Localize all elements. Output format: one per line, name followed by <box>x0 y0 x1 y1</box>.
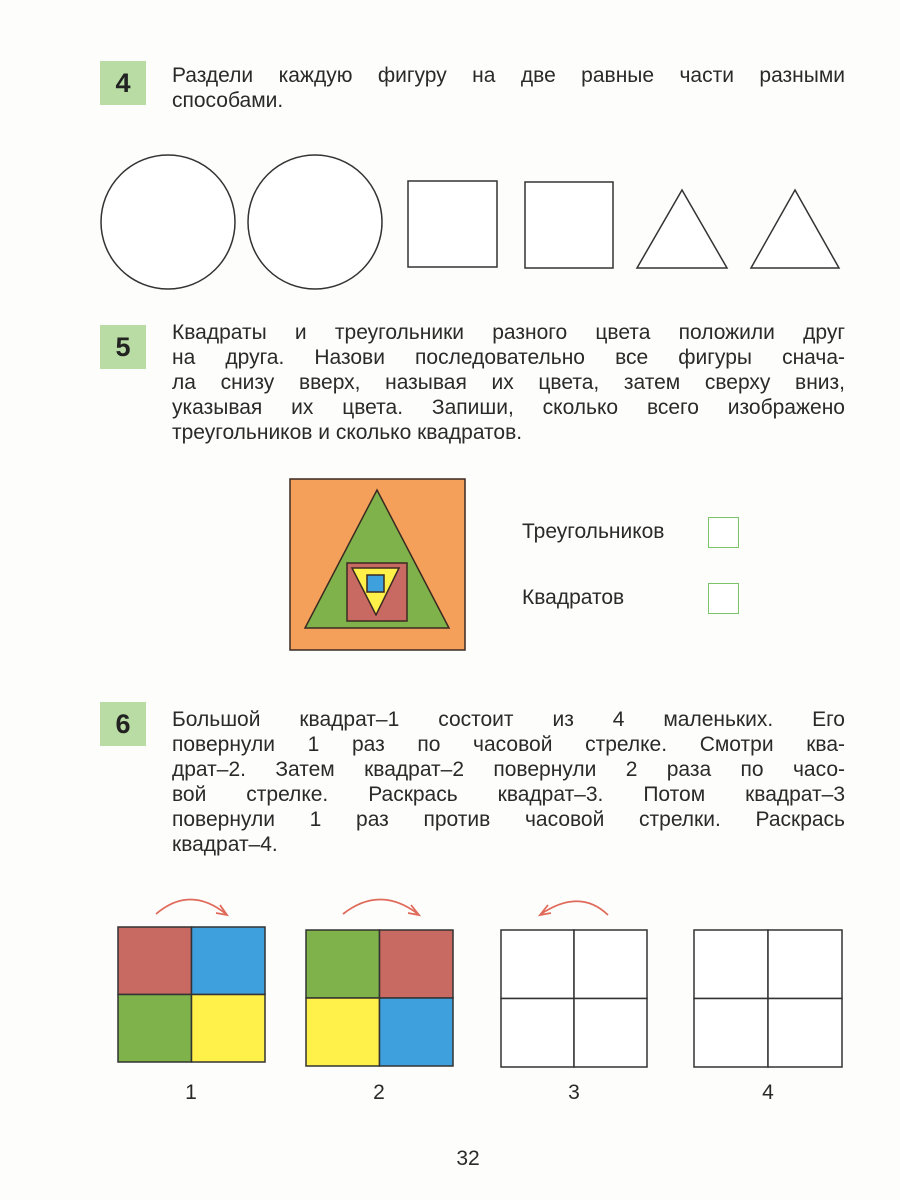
square-label-2: 2 <box>373 1081 385 1104</box>
text-line: ла снизу вверх, называя их цвета, затем сверху вниз, <box>172 371 845 394</box>
squares-answer-box[interactable] <box>708 583 739 614</box>
text-line: вой стрелке. Раскрась квадрат–3. Потом квадрат–3 <box>172 783 845 806</box>
page-number: 32 <box>456 1147 480 1170</box>
text-line: Большой квадрат–1 состоит из 4 маленьких. Его <box>172 708 845 731</box>
square-shape <box>408 181 497 267</box>
text-line: квадрат–4. <box>172 833 278 856</box>
square-4-cell[interactable] <box>768 930 842 999</box>
blue-square <box>367 575 384 592</box>
task-5-badge: 5 <box>100 325 146 369</box>
square-3-cell[interactable] <box>574 930 647 999</box>
square-3-cell[interactable] <box>501 999 574 1068</box>
text-line: на друга. Назови последовательно все фигуры снача- <box>172 346 845 369</box>
triangle-shape <box>637 190 727 268</box>
nested-shapes-figure <box>290 479 465 650</box>
text-line: Квадраты и треугольники разного цвета положили друг <box>172 321 845 344</box>
square-4-cell[interactable] <box>768 999 842 1068</box>
square-2-cell <box>380 998 454 1066</box>
triangle-shape <box>751 190 839 268</box>
text-line: Раздели каждую фигуру на две равные части разными <box>172 64 845 87</box>
triangles-answer-box[interactable] <box>708 517 739 548</box>
text-line: указывая их цвета. Запиши, сколько всего изображено <box>172 396 845 419</box>
square-1-cell <box>118 995 192 1063</box>
triangles-label: Треугольников <box>522 520 665 543</box>
arrowhead-icon <box>540 905 551 915</box>
task-4-badge: 4 <box>100 61 146 105</box>
counterclockwise-arrow-icon <box>541 901 608 915</box>
square-1-cell <box>118 927 192 995</box>
circle-shape <box>248 155 382 289</box>
text-line: способами. <box>172 89 284 112</box>
square-3-cell[interactable] <box>574 999 647 1068</box>
square-1-cell <box>192 995 266 1063</box>
square-label-4: 4 <box>762 1081 774 1104</box>
clockwise-arrow-icon <box>156 900 226 915</box>
square-4-cell[interactable] <box>694 930 768 999</box>
square-2-cell <box>306 930 380 998</box>
square-shape <box>525 182 613 268</box>
square-label-3: 3 <box>568 1081 580 1104</box>
square-1-cell <box>192 927 266 995</box>
task-6-text <box>172 707 845 857</box>
square-2-cell <box>380 930 454 998</box>
square-4-cell[interactable] <box>694 999 768 1068</box>
squares-label: Квадратов <box>522 586 625 609</box>
text-line: треугольников и сколько квадратов. <box>172 421 523 444</box>
text-line: драт–2. Затем квадрат–2 повернули 2 раза по часо- <box>172 758 845 781</box>
square-2-cell <box>306 998 380 1066</box>
clockwise-arrow-icon <box>343 900 418 915</box>
square-label-1: 1 <box>185 1081 197 1104</box>
task-5-text <box>172 320 845 445</box>
task-6-badge: 6 <box>100 702 146 746</box>
circle-shape <box>101 155 235 289</box>
text-line: повернули 1 раз против часовой стрелки. Раскрась <box>172 808 845 831</box>
text-line: повернули 1 раз по часовой стрелке. Смотри ква- <box>172 733 845 756</box>
square-3-cell[interactable] <box>501 930 574 999</box>
